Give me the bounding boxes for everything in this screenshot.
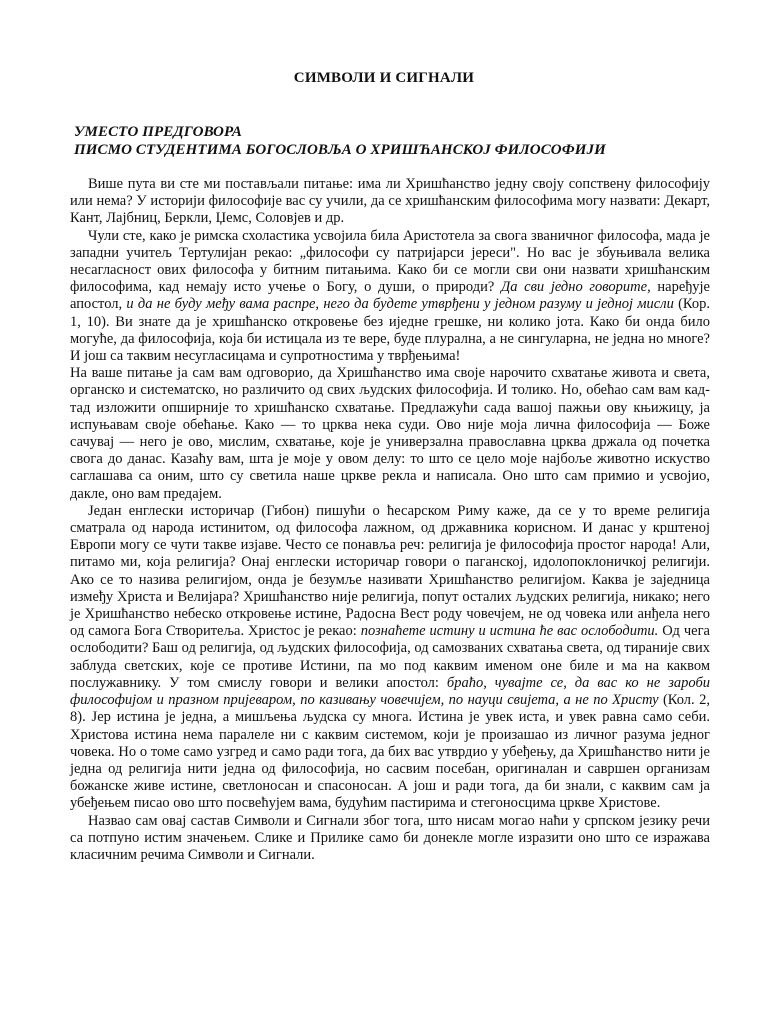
paragraph-4-part-1: Један енглески историчар (Гибон) пишући о ћесарском Риму каже, да се у то време религија сматрала од народа истинитом, од философа лажном, од државника корисном. И данас у крштеној Европи могу се чути такве изјаве. Често се понавља реч: религија је философија простог народа! Али, питамо ми, која религија? Онај енглески историчар говори о паганској, идолопоклоничкој религији. Ако се то назива религијом, онда је безумље називати Хришћанство религијом. Каква је заједница између Христа и Велијара? Хришћанство није религија, попут осталих људских религија, никако; него је Хришћанство небеско откровење истине, Радосна Вест роду човечјем, не од човека или анђела него од самога Бога Створитеља. Христос је рекао: xyxy=(70,502,710,640)
document-title: СИМВОЛИ И СИГНАЛИ xyxy=(293,70,475,86)
section-heading: УМЕСТО ПРЕДГОВОРА xyxy=(74,124,242,140)
paragraph-2-part-1: Чули сте, како је римска схоластика усвојила била Аристотела за свога званичног философа, мада је западни учитељ Тертулијан рекао: „философи су патријарси јереси". Но вас је збуњивала велика несагласност ових философа у битним питањима. Како би се могли сви они назвати хришћанским философима, кад немају исто учење о Богу, о души, о природи? xyxy=(70,227,710,296)
paragraph-4-quote-1: познаћете истину и истина ће вас ослободити. xyxy=(360,623,659,640)
document-body xyxy=(70,176,710,864)
paragraph-2 xyxy=(70,228,710,366)
paragraph-2-part-2: , наређује апостол, xyxy=(70,279,710,313)
paragraph-5: Назвао сам овај састав Символи и Сигнали због тога, што нисам могао наћи у српском језику речи са потпуно истим значењем. Слике и Прилике само би донекле могле изразити оно што се изражава класичним речима Символи и Сигнали. xyxy=(70,812,710,863)
paragraph-4-part-3: (Кол. 2, 8). Јер истина је једна, а мишљења људска су многа. Истина је увек иста, и увек равна само себи. Христова истина нема паралеле ни с каквим системом, који је произашао из личног разума једног човека. Но о томе само узгред и само ради тога, да бих вас утврдио у убеђењу, да Хришћанство нити је једна од религија нити једна од философија, но сасвим посебан, оригиналан и савршен организам божанске живе истине, светлоносан и спасоносан. А још и ради тога, да би знали, с каквим сам ја убеђењем писао ово што посвећујем вама, будућим пастирима и стегоносцима цркве Христове. xyxy=(70,692,710,812)
paragraph-3: На ваше питање ја сам вам одговорио, да Хришћанство има своје нарочито схватање живота и света, органско и систематско, но различито од свих људских философија. И толико. Но, обећао сам вам кад-тад изложити опширније то хришћанско схватање. Предлажући сада вашој пажњи ову књижицу, ја испуњавам своје обећање. Како — то црква нека суди. Ово није моја лична философија — Боже сачувај — него је ово, мислим, схватање, које је универзална православна црква држала од почетка свога до данас. Казаћу вам, шта је моје у овом делу: то што се цело моје најбоље животно искуство саглашава са оним, што су светила наше цркве рекла и написала. Оно што сам примио и усвојио, дакле, оно вам предајем. xyxy=(70,365,710,502)
paragraph-2-quote-1: Да сви једно говорите xyxy=(500,279,648,296)
paragraph-4 xyxy=(70,503,710,813)
paragraph-2-quote-2: и да не буду међу вама распре, него да будете утврђени у једном разуму и једној мисли xyxy=(126,296,674,313)
paragraph-4-part-2: Од чега ослободити? Баш од религија, од људских философија, од самозваних схватања света, од тираније свих заблуда светских, које се противе Истини, па мо под каквим именом оне биле и ма на каквом послужавнику. У том смислу говори и велики апостол: xyxy=(70,623,710,691)
paragraph-1: Више пута ви сте ми постављали питање: има ли Хришћанство једну своју сопствену философију или нема? У историји философије вас су учили, да се хришћанским философима могу назвати: Декарт, Кант, Лајбниц, Беркли, Џемс, Соловјев и др. xyxy=(70,176,710,227)
paragraph-4-quote-2: браћо, чувајте се, да вас ко не зароби философијом и празном пријеваром, по казивању човечијем, по науци свијета, а не по Христу xyxy=(70,674,710,709)
paragraph-2-part-3: (Кор. 1, 10). Ви знате да је хришћанско откровење без иједне грешке, ни колико јота. Како би онда било могуће, да философија, која би истицала из те вере, буде плурална, а не сингуларна, не једна но многе? И још са таквим несугласицама и супротностима у тврђењима! xyxy=(70,296,711,365)
section-subheading: ПИСМО СТУДЕНТИМА БОГОСЛОВЉА О ХРИШЋАНСКОЈ ФИЛОСОФИЈИ xyxy=(74,142,606,158)
